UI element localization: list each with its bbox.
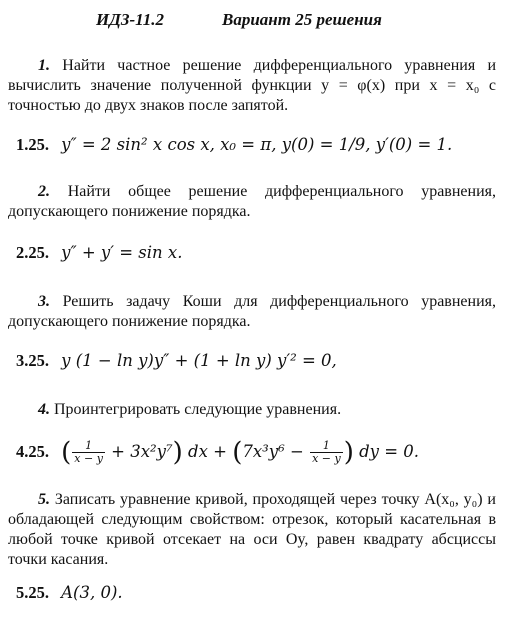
fraction (72, 440, 105, 465)
assignment-title: ИДЗ-11.2 (96, 10, 164, 29)
problem-number: 4. (38, 401, 50, 418)
task-1-25 (16, 134, 452, 156)
problem-text: Найти частное решение дифференциального уравнения и вычислить значение полученной функции y = φ(x) при x = x₀ с точностью до двух знаков после запятой. (8, 57, 497, 114)
problem-number: 2. (38, 183, 50, 200)
problem-number: 5. (38, 491, 50, 508)
task-number: 2.25. (16, 243, 49, 262)
header (0, 10, 523, 34)
problem-text: Записать уравнение кривой, проходящей через точку A(x₀, y₀) и обладающей следующим свойством: отрезок, который касательная в любой точке кривой отсекает на оси Oy, равен квадрату абсциссы точки касания. (8, 491, 496, 568)
fraction-numerator: 1 (310, 440, 343, 453)
task-5-25 (16, 582, 123, 604)
problem-4 (8, 400, 496, 420)
formula-part: 7x³y⁶ − (242, 442, 304, 461)
problem-text: Найти общее решение дифференциального уравнения, допускающего понижение порядка. (8, 183, 496, 220)
task-number: 1.25. (16, 135, 49, 154)
formula-part: dy = 0. (359, 442, 420, 461)
problem-3 (8, 292, 496, 332)
task-3-25 (16, 350, 337, 372)
problem-2 (8, 182, 496, 222)
task-4-25 (16, 437, 420, 468)
task-formula: A(3, 0). (61, 583, 123, 602)
task-formula: y″ + y′ = sin x. (61, 243, 183, 262)
open-paren: ( (61, 437, 72, 468)
fraction-denominator: x − y (312, 452, 341, 465)
problem-1 (8, 56, 496, 116)
problem-text: Решить задачу Коши для дифференциального уравнения, допускающего понижение порядка. (8, 293, 497, 330)
fraction-numerator: 1 (72, 440, 105, 453)
problem-number: 1. (38, 57, 50, 74)
formula-part: + 3x²y⁷ (111, 442, 173, 461)
task-formula (61, 437, 420, 468)
task-formula: y″ = 2 sin² x cos x, x₀ = π, y(0) = 1/9, y′(0) = 1. (61, 135, 453, 154)
fraction-denominator: x − y (74, 452, 103, 465)
open-paren: ( (232, 437, 243, 468)
task-number: 4.25. (16, 442, 49, 461)
task-2-25 (16, 242, 182, 264)
close-paren: ) (172, 437, 183, 468)
fraction (310, 440, 343, 465)
task-number: 5.25. (16, 583, 49, 602)
close-paren: ) (343, 437, 354, 468)
variant-title: Вариант 25 решения (222, 10, 382, 29)
problem-5 (8, 490, 496, 570)
problem-text: Проинтегрировать следующие уравнения. (54, 401, 342, 418)
formula-part: dx + (188, 442, 227, 461)
task-formula: y (1 − ln y)y″ + (1 + ln y) y′² = 0, (61, 351, 337, 370)
task-number: 3.25. (16, 351, 49, 370)
problem-number: 3. (38, 293, 50, 310)
